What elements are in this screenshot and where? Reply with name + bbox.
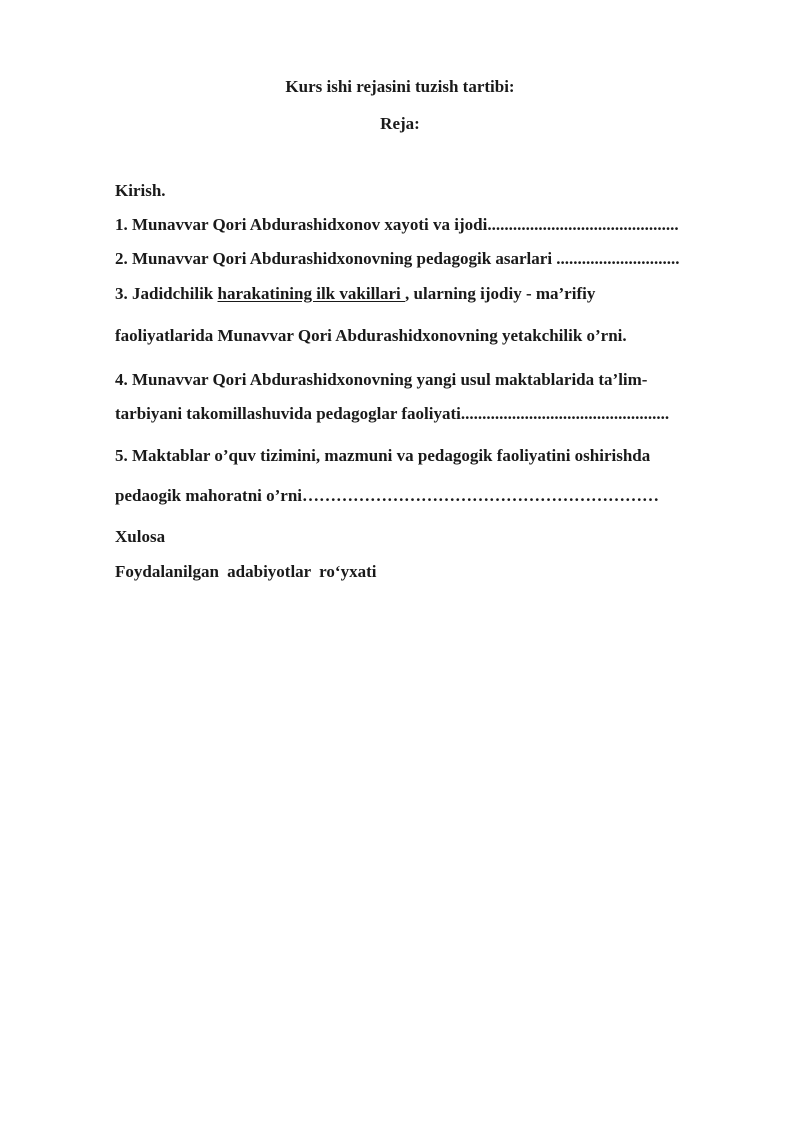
plan-item-3-underlined: harakatining ilk vakillari — [217, 284, 406, 303]
page-title: Kurs ishi rejasini tuzish tartibi: — [285, 77, 515, 96]
plan-item-1: 1. Munavvar Qori Abdurashidxonov xayoti va ijodi............................................. — [115, 215, 679, 234]
plan-item-3-text-end: , ularning ijodiy - ma’rifiy — [405, 284, 596, 303]
plan-item-4: 4. Munavvar Qori Abdurashidxonovning yangi usul maktablarida ta’lim- — [115, 370, 648, 389]
plan-item-2: 2. Munavvar Qori Abdurashidxonovning pedagogik asarlari ............................. — [115, 249, 680, 268]
intro-heading: Kirish. — [115, 181, 166, 200]
plan-item-4-continuation: tarbiyani takomillashuvida pedagoglar faoliyati................................................. — [115, 404, 670, 423]
plan-item-3-text-start: 3. Jadidchilik — [115, 284, 218, 303]
conclusion-heading: Xulosa — [115, 527, 166, 546]
references-heading: Foydalanilgan adabiyotlar ro‘yxati — [115, 562, 377, 581]
plan-item-5-continuation: pedaogik mahoratni o’rni……………………………………………………… — [115, 486, 660, 505]
plan-item-3-continuation: faoliyatlarida Munavvar Qori Abdurashidxonovning yetakchilik o’rni. — [115, 326, 627, 345]
plan-item-5: 5. Maktablar o’quv tizimini, mazmuni va pedagogik faoliyatini oshirishda — [115, 446, 651, 465]
page-subtitle: Reja: — [380, 114, 420, 133]
plan-item-3 — [115, 283, 595, 305]
